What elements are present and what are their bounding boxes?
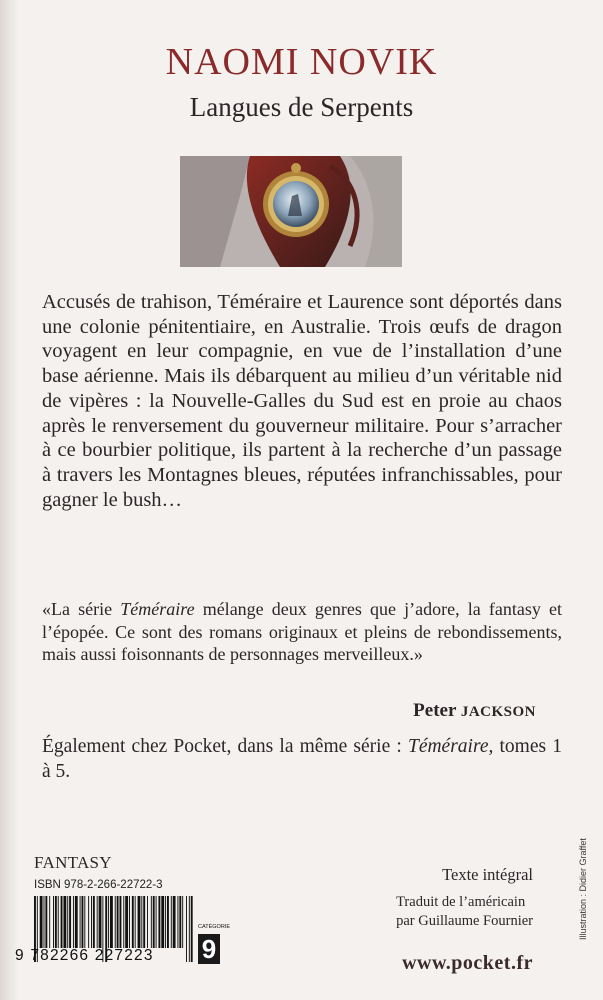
barcode-bar bbox=[177, 896, 178, 948]
barcode-bar bbox=[82, 896, 84, 948]
barcode-bar bbox=[161, 896, 164, 948]
dragon-egg-compass-icon bbox=[180, 156, 402, 267]
barcode-bar bbox=[61, 896, 63, 948]
barcode-bar bbox=[129, 896, 130, 948]
barcode-bar bbox=[115, 896, 116, 948]
barcode-bar bbox=[132, 896, 134, 948]
quote-text-end: mélange deux genres que j’adore, la fantasy et l’épopée. Ce sont des romans originaux et pleins de rebondissements, mais aussi foisonnants de personnages merveilleux.» bbox=[42, 599, 562, 664]
barcode-bar bbox=[165, 896, 166, 948]
barcode-bar bbox=[182, 896, 183, 948]
barcode-digits: 9 782266 227223 bbox=[15, 947, 154, 964]
barcode-bar bbox=[69, 896, 71, 948]
cover-illustration bbox=[180, 156, 402, 267]
barcode-bar bbox=[110, 896, 113, 948]
barcode-bar bbox=[117, 896, 119, 948]
barcode-bar bbox=[156, 896, 157, 948]
barcode-bar bbox=[171, 896, 172, 948]
barcode-bar bbox=[99, 896, 102, 948]
barcode-bar bbox=[191, 896, 193, 962]
publisher-website[interactable]: www.pocket.fr bbox=[402, 952, 533, 974]
translation-credit bbox=[396, 893, 533, 931]
barcode-bar bbox=[125, 896, 128, 948]
barcode-bar bbox=[93, 896, 95, 948]
barcode-bar bbox=[151, 896, 152, 948]
illustration-credit: Illustration : Didier Graffet bbox=[578, 838, 588, 940]
review-quote bbox=[42, 598, 562, 666]
barcode-bar bbox=[158, 896, 160, 948]
barcode-bar bbox=[138, 896, 141, 948]
barcode-bar bbox=[88, 896, 89, 948]
barcode-bar bbox=[45, 896, 47, 948]
barcode-bar bbox=[55, 896, 57, 948]
barcode-bar bbox=[49, 896, 50, 948]
barcode-bar bbox=[80, 896, 81, 948]
translation-line-1: Traduit de l’américain bbox=[396, 894, 526, 910]
quote-attribution bbox=[413, 700, 536, 722]
quote-text-start: «La série bbox=[42, 599, 121, 619]
cover-edge bbox=[0, 0, 18, 1000]
quote-last-name: JACKSON bbox=[460, 704, 536, 720]
barcode-bar bbox=[135, 896, 136, 948]
category-badge: 9 bbox=[198, 934, 220, 964]
barcode-bar bbox=[44, 896, 45, 948]
translation-line-2: par Guillaume Fournier bbox=[396, 913, 533, 929]
barcode-bar bbox=[143, 896, 145, 948]
barcode-bar bbox=[53, 896, 54, 948]
series-note bbox=[42, 735, 562, 784]
barcode-bar bbox=[108, 896, 109, 948]
barcode-bar bbox=[123, 896, 124, 948]
barcode-bar bbox=[120, 896, 122, 948]
barcode-bar bbox=[173, 896, 176, 948]
genre-label: FANTASY bbox=[34, 853, 112, 872]
texte-integral-label: Texte intégral bbox=[442, 865, 533, 884]
barcode-bar bbox=[40, 896, 43, 948]
book-title: Langues de Serpents bbox=[189, 92, 414, 122]
author-name: NAOMI NOVIK bbox=[165, 41, 438, 83]
barcode-bar bbox=[84, 896, 85, 948]
quote-first-name: Peter bbox=[413, 700, 457, 721]
barcode-bar bbox=[63, 896, 66, 948]
barcode-bar bbox=[91, 896, 92, 948]
barcode-bar bbox=[67, 896, 68, 948]
barcode-bar bbox=[73, 896, 74, 948]
barcode-bar bbox=[167, 896, 169, 948]
barcode-bar bbox=[141, 896, 142, 948]
barcode-bar bbox=[58, 896, 59, 948]
barcode-bar bbox=[153, 896, 155, 948]
barcode-bar bbox=[186, 896, 187, 962]
series-note-title: Téméraire, bbox=[407, 736, 494, 757]
barcode-bar bbox=[179, 896, 181, 948]
barcode-bar bbox=[97, 896, 98, 948]
barcode-bar bbox=[147, 896, 148, 948]
series-note-tail: tomes 1 à 5. bbox=[42, 736, 562, 782]
blurb-paragraph: Accusés de trahison, Téméraire et Laurence sont déportés dans une colonie pénitentiaire, en Australie. Trois œufs de dragon voyagent en leur compagnie, en vue de l’installation d’une base aérienne. Mais ils débarquent au milieu d’un véritable nid de vipères : la Nouvelle-Galles du Sud est en proie au chaos après le renversement du gouverneur militaire. Pour s’arracher à ce bourbier politique, ils partent à la recherche d’un passage à travers les Montagnes bleues, réputées infranchissables, pour gagner le bush… bbox=[42, 291, 562, 511]
quote-series-title: Téméraire bbox=[120, 599, 195, 619]
barcode-bar bbox=[189, 896, 190, 962]
barcode-bar bbox=[75, 896, 78, 948]
isbn-number: ISBN 978-2-266-22722-3 bbox=[34, 879, 163, 891]
series-note-text: Également chez Pocket, dans la même série : bbox=[42, 736, 408, 757]
category-label: CATÉGORIE bbox=[198, 924, 230, 930]
